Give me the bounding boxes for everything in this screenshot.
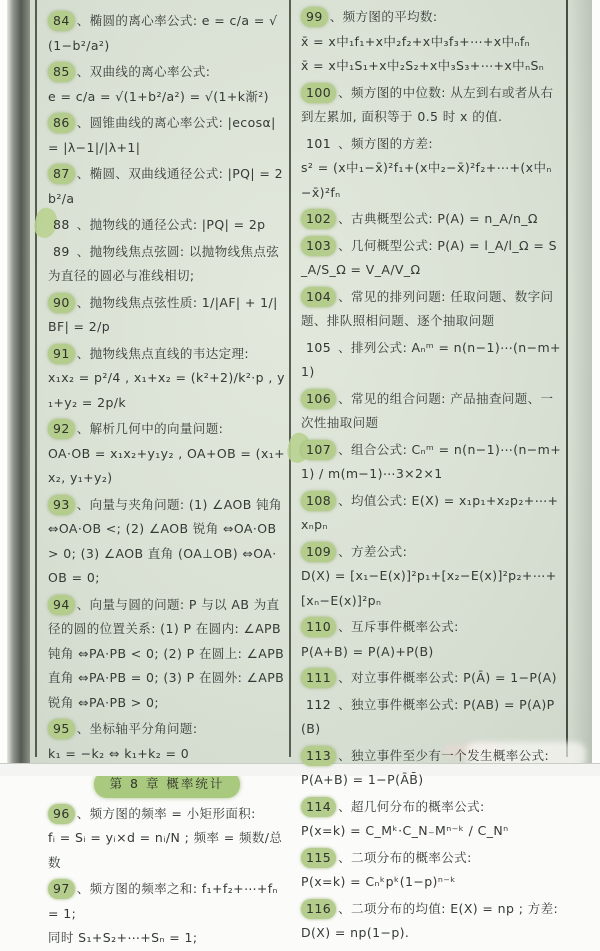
entry-number-badge: 100: [301, 83, 336, 103]
entry-text: 、椭圆的离心率公式: e = c/a = √(1−b²/a²): [48, 13, 278, 53]
formula-entry-94: [48, 593, 286, 716]
entry-formula-line: k₁ = −k₂ ⇔ k₁+k₂ = 0: [48, 745, 190, 761]
entry-number-badge: 101: [306, 135, 332, 151]
entry-number-badge: 103: [301, 236, 336, 256]
entry-number-badge: 95: [48, 719, 75, 739]
formula-entry-85: [48, 60, 286, 109]
entry-text: 、抛物线焦点弦圆: 以抛物线焦点弦为直径的圆必与准线相切;: [48, 243, 280, 283]
formula-entry-100: [301, 81, 563, 130]
entry-text: 、双曲线的离心率公式:: [76, 64, 211, 79]
formula-entry-87: [48, 162, 286, 211]
formula-entry-104: [301, 285, 563, 334]
entry-formula-line: P(x=k) = C_Mᵏ·C_N₋Mⁿ⁻ᵏ / C_Nⁿ: [301, 823, 509, 838]
entry-formula-line: 同时 S₁+S₂+⋯+Sₙ = 1;: [48, 930, 198, 945]
formula-entry-88: [48, 213, 286, 238]
formula-entry-91: [48, 342, 286, 416]
notebook-page: [30, 0, 592, 945]
entry-number-badge: 113: [301, 746, 336, 766]
formula-entry-109: [301, 540, 563, 614]
formula-entry-84: [48, 9, 286, 58]
entry-text: 、排列公式: Aₙᵐ = n(n−1)⋯(n−m+1): [301, 339, 561, 379]
entry-formula-line: D(X) = [x₁−E(x)]²p₁+[x₂−E(x)]²p₂+⋯+[xₙ−E(x)]²pₙ: [301, 568, 557, 608]
formula-column-right: [291, 0, 566, 940]
formula-entry-96: [48, 802, 286, 876]
entry-text: 、常见的组合问题: 产品抽查问题、一次性抽取问题: [301, 390, 554, 430]
formula-entry-102: [301, 207, 563, 232]
entry-number-badge: 112: [306, 696, 332, 712]
formula-entry-115: [301, 846, 563, 895]
entry-text: 、几何概型公式: P(A) = l_A/l_Ω = S_A/S_Ω = V_A/V_Ω: [301, 237, 557, 277]
formula-entry-103: [301, 234, 563, 283]
entry-text: 、独立事件概率公式: P(AB) = P(A)P(B): [301, 696, 555, 736]
entry-formula-line: e = c/a = √(1+b²/a²) = √(1+k渐²): [48, 88, 269, 104]
entry-text: 、对立事件概率公式: P(Ā) = 1−P(A): [338, 670, 557, 685]
entry-number-badge: 114: [301, 797, 336, 817]
entry-text: 、频方图的频率 = 小矩形面积:: [76, 805, 256, 821]
entry-number-badge: 88: [53, 217, 70, 232]
formula-entry-99: [301, 5, 563, 79]
entry-formula-line: x̄ = x中₁f₁+x中₂f₂+x中₃f₃+⋯+x中ₙfₙ: [301, 33, 531, 49]
formula-entry-89: [48, 240, 286, 289]
entry-text: 、互斥事件概率公式:: [338, 619, 459, 634]
entry-number-badge: 89: [53, 243, 70, 259]
entry-number-badge: 84: [48, 11, 75, 31]
entry-number-badge: 111: [301, 668, 336, 688]
formula-entry-101: [301, 132, 563, 206]
entry-number-badge: 92: [48, 419, 75, 439]
table-cell: [35, 0, 568, 945]
entry-text: 、二项分布的概率公式:: [338, 849, 472, 865]
entry-formula-line: P(A+B) = 1−P(ĀB̄): [301, 772, 424, 787]
formula-column-left: [37, 0, 291, 945]
formula-entry-92: [48, 417, 286, 491]
entry-number-badge: 110: [301, 617, 336, 637]
entry-formula-line: x̄ = x中₁S₁+x中₂S₂+x中₃S₃+⋯+x中ₙSₙ: [301, 58, 545, 73]
entry-number-badge: 97: [48, 879, 75, 899]
entry-text: 、方差公式:: [338, 543, 408, 559]
entry-text: 、独立事件至少有一个发生概率公式:: [338, 747, 550, 763]
entry-number-badge: 96: [48, 804, 75, 824]
entry-formula-line: P(x=k) = Cₙᵏpᵏ(1−p)ⁿ⁻ᵏ: [301, 874, 456, 889]
entry-formula-line: s² = (x中₁−x̄)²f₁+(x中₂−x̄)²f₂+⋯+(x中ₙ−x̄)²fₙ: [301, 160, 552, 200]
formula-entry-116: [301, 897, 563, 946]
entry-text: 、均值公式: E(X) = x₁p₁+x₂p₂+⋯+xₙpₙ: [301, 492, 559, 532]
entry-number-badge: 91: [48, 344, 75, 364]
entry-text: 、古典概型公式: P(A) = n_A/n_Ω: [338, 211, 538, 226]
entry-number-badge: 109: [301, 542, 336, 562]
entry-text: 、频方图的方差:: [338, 135, 433, 151]
entry-number-badge: 115: [301, 848, 336, 868]
entry-text: 、坐标轴平分角问题:: [76, 721, 198, 736]
entry-number-badge: 106: [301, 389, 336, 409]
entry-formula-line: OA·OB = x₁x₂+y₁y₂ , OA+OB = (x₁+x₂, y₁+y₂): [48, 445, 286, 485]
entry-number-badge: 94: [48, 595, 75, 615]
entry-text: 、向量与圆的问题: P 与以 AB 为直径的圆的位置关系: (1) P 在圆内: ∠APB 钝角 ⇔PA·PB < 0; (2) P 在圆上: ∠APB 直角 ⇔PA·PB = 0; (3) P 在圆外: ∠APB 锐角 ⇔PA·PB > 0;: [48, 596, 285, 710]
entry-number-badge: 99: [301, 7, 328, 27]
formula-entry-90: [48, 291, 286, 340]
entry-text: 、抛物线的通径公式: |PQ| = 2p: [76, 217, 266, 232]
formula-entry-93: [48, 493, 286, 591]
entry-text: 、解析几何中的向量问题:: [76, 421, 224, 436]
entry-number-badge: 87: [48, 164, 75, 184]
entry-number-badge: 116: [301, 899, 336, 919]
entry-text: 、频方图的中位数: 从左到右或者从右到左累加, 面积等于 0.5 时 x 的值.: [301, 84, 554, 124]
formula-entry-110: [301, 615, 563, 664]
formula-entry-95: [48, 717, 286, 766]
formula-entry-113: [301, 744, 563, 793]
entry-text: 、常见的排列问题: 任取问题、数字问题、排队照相问题、逐个抽取问题: [301, 288, 554, 328]
formula-entry-106: [301, 387, 563, 436]
entry-text: 、组合公式: Cₙᵐ = n(n−1)⋯(n−m+1) / m(m−1)⋯3×2×1: [301, 441, 562, 481]
formula-entry-97: [48, 877, 286, 951]
entry-number-badge: 85: [48, 62, 75, 82]
formula-entry-105: [301, 336, 563, 385]
page-right-edge-shadow: [570, 0, 592, 763]
entry-formula-line: D(X) = np(1−p).: [301, 925, 410, 940]
entry-formula-line: P(A+B) = P(A)+P(B): [301, 643, 434, 659]
entry-number-badge: 107: [301, 440, 336, 460]
entry-text: 、频方图的频率之和: f₁+f₂+⋯+fₙ = 1;: [48, 881, 278, 921]
entry-number-badge: 104: [301, 287, 336, 307]
entry-text: 、抛物线焦点弦性质: 1/|AF| + 1/|BF| = 2/p: [48, 294, 278, 334]
formula-entry-111: [301, 666, 563, 691]
entry-text: 、向量与夹角问题: (1) ∠AOB 钝角 ⇔OA·OB <; (2) ∠AOB 锐角 ⇔OA·OB > 0; (3) ∠AOB 直角 (OA⊥OB) ⇔OA·OB = 0;: [48, 496, 282, 585]
entry-number-badge: 90: [48, 293, 75, 313]
formula-entry-86: [48, 111, 286, 160]
formula-entry-107: [301, 438, 563, 487]
entry-text: 、频方图的平均数:: [329, 9, 438, 24]
entry-number-badge: 93: [48, 495, 75, 515]
entry-number-badge: 86: [48, 113, 75, 133]
entry-text: 、二项分布的均值: E(X) = np ; 方差:: [338, 900, 559, 916]
formula-entry-114: [301, 795, 563, 844]
entry-number-badge: 102: [301, 209, 336, 229]
entry-number-badge: 105: [306, 339, 332, 355]
formula-entry-112: [301, 693, 563, 742]
entry-text: 、圆锥曲线的离心率公式: |ecosα| = |λ−1|/|λ+1|: [48, 115, 276, 155]
chapter-heading-pill: 第 8 章 概率统计: [94, 771, 241, 798]
entry-text: 、抛物线焦点直线的韦达定理:: [76, 345, 250, 361]
formula-entry-108: [301, 489, 563, 538]
entry-formula-line: x₁x₂ = p²/4 , x₁+x₂ = (k²+2)/k²·p , y₁+y₂ = 2p/k: [48, 370, 285, 410]
entry-number-badge: 108: [301, 491, 336, 511]
entry-formula-line: fᵢ = Sᵢ = yᵢ×d = nᵢ/N ; 频率 = 频数/总数: [48, 830, 283, 870]
entry-text: 、超几何分布的概率公式:: [338, 798, 485, 814]
entry-text: 、椭圆、双曲线通径公式: |PQ| = 2b²/a: [48, 166, 283, 206]
